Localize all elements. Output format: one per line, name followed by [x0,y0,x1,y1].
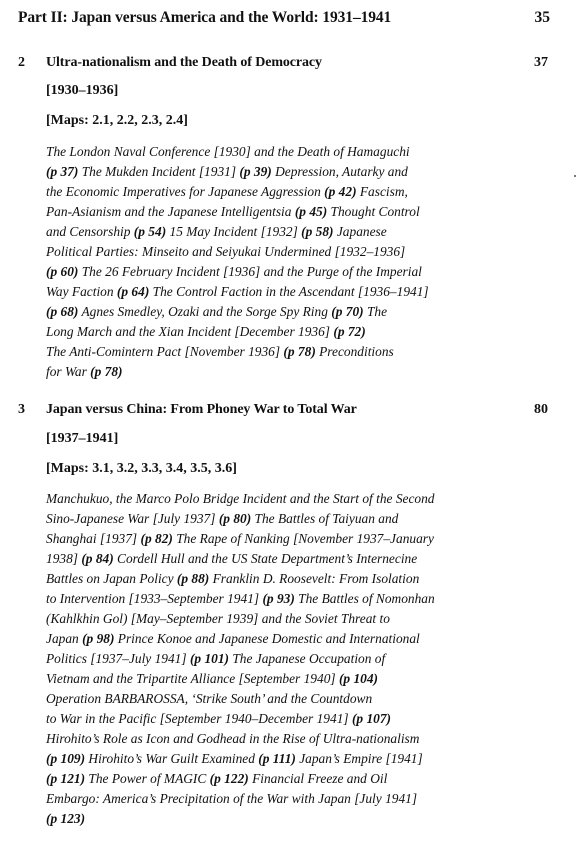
chapter-page: 37 [534,55,548,70]
description-line: Manchukuo, the Marco Polo Bridge Incident and the Start of the Second [46,491,435,506]
description-line: Battles on Japan Policy (p 88) Franklin D. Roosevelt: From Isolation [46,571,420,586]
description-line: Shanghai [1937] (p 82) The Rape of Nanking [November 1937–January [46,531,434,546]
description-line: The London Naval Conference [1930] and the Death of Hamaguchi [46,144,410,159]
description-line: (p 123) [46,811,86,826]
description-line: Vietnam and the Tripartite Alliance [September 1940] (p 104) [46,671,379,686]
chapter-page: 80 [534,402,548,417]
description-line: (p 121) The Power of MAGIC (p 122) Financial Freeze and Oil [46,771,388,786]
description-line: Politics [1937–July 1941] (p 101) The Japanese Occupation of [46,651,386,666]
description-line: (Kahlkhin Gol) [May–September 1939] and the Soviet Threat to [46,611,390,626]
chapter-description [46,142,506,382]
description-line: Japan (p 98) Prince Konoe and Japanese Domestic and International [46,631,420,646]
description-line: to Intervention [1933–September 1941] (p 93) The Battles of Nomonhan [46,591,435,606]
description-line: The Anti-Comintern Pact [November 1936] (p 78) Preconditions [46,344,394,359]
description-line: (p 109) Hirohito’s War Guilt Examined (p 111) Japan’s Empire [1941] [46,751,423,766]
description-line: Political Parties: Minseito and Seiyukai Undermined [1932–1936] [46,244,406,259]
description-line: 1938] (p 84) Cordell Hull and the US State Department’s Internecine [46,551,418,566]
description-line: and Censorship (p 54) 15 May Incident [1932] (p 58) Japanese [46,224,387,239]
description-line: Hirohito’s Role as Icon and Godhead in the Rise of Ultra-nationalism [46,731,420,746]
description-line: Pan-Asianism and the Japanese Intelligentsia (p 45) Thought Control [46,204,420,219]
part-heading-page: 35 [534,9,550,26]
description-line: for War (p 78) [46,364,123,379]
chapter-title: Ultra-nationalism and the Death of Democracy [46,55,322,70]
description-line: Embargo: America’s Precipitation of the War with Japan [July 1941] [46,791,418,806]
description-line: Operation BARBAROSSA, ‘Strike South’ and the Countdown [46,691,373,706]
description-line: Way Faction (p 64) The Control Faction in the Ascendant [1936–1941] [46,284,429,299]
description-line: (p 60) The 26 February Incident [1936] and the Purge of the Imperial [46,264,422,279]
part-heading-title: Part II: Japan versus America and the World: 1931–1941 [18,9,392,26]
description-line: (p 68) Agnes Smedley, Ozaki and the Sorge Spy Ring (p 70) The [46,304,388,319]
chapter-number: 3 [18,402,25,417]
description-line: the Economic Imperatives for Japanese Aggression (p 42) Fascism, [46,184,408,199]
description-line: (p 37) The Mukden Incident [1931] (p 39) Depression, Autarky and [46,164,408,179]
description-line: Long March and the Xian Incident [December 1936] (p 72) [46,324,366,339]
chapter-number: 2 [18,55,25,70]
chapter-maps: [Maps: 3.1, 3.2, 3.3, 3.4, 3.5, 3.6] [46,461,237,476]
chapter-title: Japan versus China: From Phoney War to Total War [46,402,357,417]
chapter-maps: [Maps: 2.1, 2.2, 2.3, 2.4] [46,113,188,128]
chapter-years: [1930–1936] [46,83,119,98]
scan-speck [574,175,576,177]
chapter-years: [1937–1941] [46,431,119,446]
description-line: to War in the Pacific [September 1940–December 1941] (p 107) [46,711,392,726]
chapter-description [46,489,506,829]
description-line: Sino-Japanese War [July 1937] (p 80) The Battles of Taiyuan and [46,511,399,526]
